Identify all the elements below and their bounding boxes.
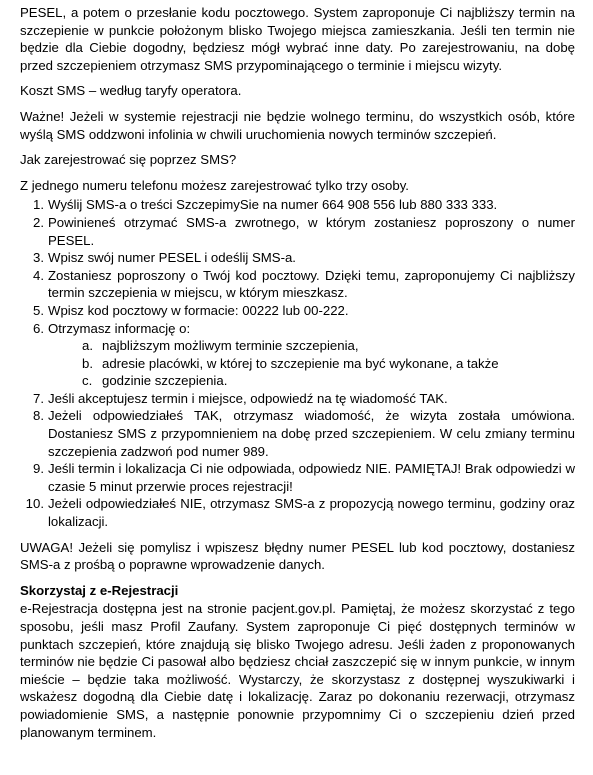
list-item: 4. Zostaniesz poproszony o Twój kod pocztowy. Dzięki temu, zaproponujemy Ci najbliższy termin szczepienia w miejscu, w którym mieszkasz.: [33, 267, 575, 301]
sms-question-paragraph: Jak zarejestrować się poprzez SMS?: [20, 152, 237, 168]
list-item: 3. Wpisz swój numer PESEL i odeślij SMS-a.: [33, 250, 296, 266]
sub-list-item: b. adresie placówki, w której to szczepienie ma być wykonane, a także: [82, 355, 499, 371]
important-paragraph: Ważne! Jeżeli w systemie rejestracji nie będzie wolnego terminu, do wszystkich osób, które wyślą SMS oddzwoni infolinia w chwili uruchomienia nowych terminów szczepień.: [20, 108, 575, 142]
erej-heading: Skorzystaj z e-Rejestracji: [20, 582, 179, 598]
sms-cost-paragraph: Koszt SMS – według taryfy operatora.: [20, 83, 242, 99]
list-item: 9. Jeśli termin i lokalizacja Ci nie odpowiada, odpowiedz NIE. PAMIĘTAJ! Brak odpowiedzi w czasie 5 minut przerwie proces rejestracji!: [33, 461, 575, 494]
erej-paragraph: e-Rejestracja dostępna jest na stronie pacjent.gov.pl. Pamiętaj, że możesz skorzystać z tego sposobu, jeśli masz Profil Zaufany. System zaproponuje Ci pięć dostępnych terminów w punktach szczepień, które znajdują się blisko Twojego adresu. Jeśli żaden z proponowanych terminów nie będzie Ci pasował albo będziesz chciał zaszczepić się w innym punkcie, w innym mieście – będzie taka możliwość. Wystarczy, że skorzystasz z dostępnej wyszukiwarki i wskażesz dogodną dla Ciebie datę i lokalizację. Zaraz po dokonaniu rezerwacji, otrzymasz powiadomienie SMS, a następnie ponownie przypomnimy Ci o szczepieniu dzień przed planowanym terminem.: [20, 601, 575, 740]
info-sublist: [48, 337, 575, 390]
sub-list-item: c. godzinie szczepienia.: [82, 373, 228, 389]
three-persons-paragraph: Z jednego numeru telefonu możesz zarejestrować tylko trzy osoby.: [20, 177, 409, 193]
list-item: 6. Otrzymasz informację o: a. najbliższym możliwym terminie szczepienia, b. adresie placówki, w której to szczepienie ma być wykonane, a także c. godzinie szczepienia.: [20, 320, 575, 390]
list-item: 8. Jeżeli odpowiedziałeś TAK, otrzymasz wiadomość, że wizyta została umówiona. Dostaniesz SMS z przypomnieniem na dobę przed szczepieniem. W celu zmiany terminu szczepienia zadzwoń pod numer 989.: [33, 408, 575, 459]
list-item: 5. Wpisz kod pocztowy w formacie: 00222 lub 00-222.: [33, 302, 349, 318]
sub-list-item: a. najbliższym możliwym terminie szczepienia,: [82, 338, 359, 354]
list-item: 1. Wyślij SMS-a o treści SzczepimySie na numer 664 908 556 lub 880 333 333.: [33, 197, 498, 213]
intro-paragraph: PESEL, a potem o przesłanie kodu pocztowego. System zaproponuje Ci najbliższy termin na szczepienie w punkcie położonym blisko Twojego miejsca zamieszkania. Jeśli ten termin nie będzie dla Ciebie dogodny, będziesz mógł wybrać inne daty. Po zarejestrowaniu, na dobę przed szczepieniem otrzymasz SMS przypominającego o terminie i miejscu wizyty.: [20, 5, 575, 73]
list-item: 2. Powinieneś otrzymać SMS-a zwrotnego, w którym zostaniesz poproszony o numer PESEL.: [33, 214, 575, 248]
list-item: 7. Jeśli akceptujesz termin i miejsce, odpowiedź na tę wiadomość TAK.: [33, 390, 448, 406]
warning-paragraph: UWAGA! Jeżeli się pomylisz i wpiszesz błędny numer PESEL lub kod pocztowy, dostaniesz SMS-a z prośbą o poprawne wprowadzenie danych.: [20, 539, 575, 573]
sms-steps-list: [20, 196, 575, 530]
list-item: 10. Jeżeli odpowiedziałeś NIE, otrzymasz SMS-a z propozycją nowego terminu, godziny oraz lokalizacji.: [25, 496, 575, 530]
